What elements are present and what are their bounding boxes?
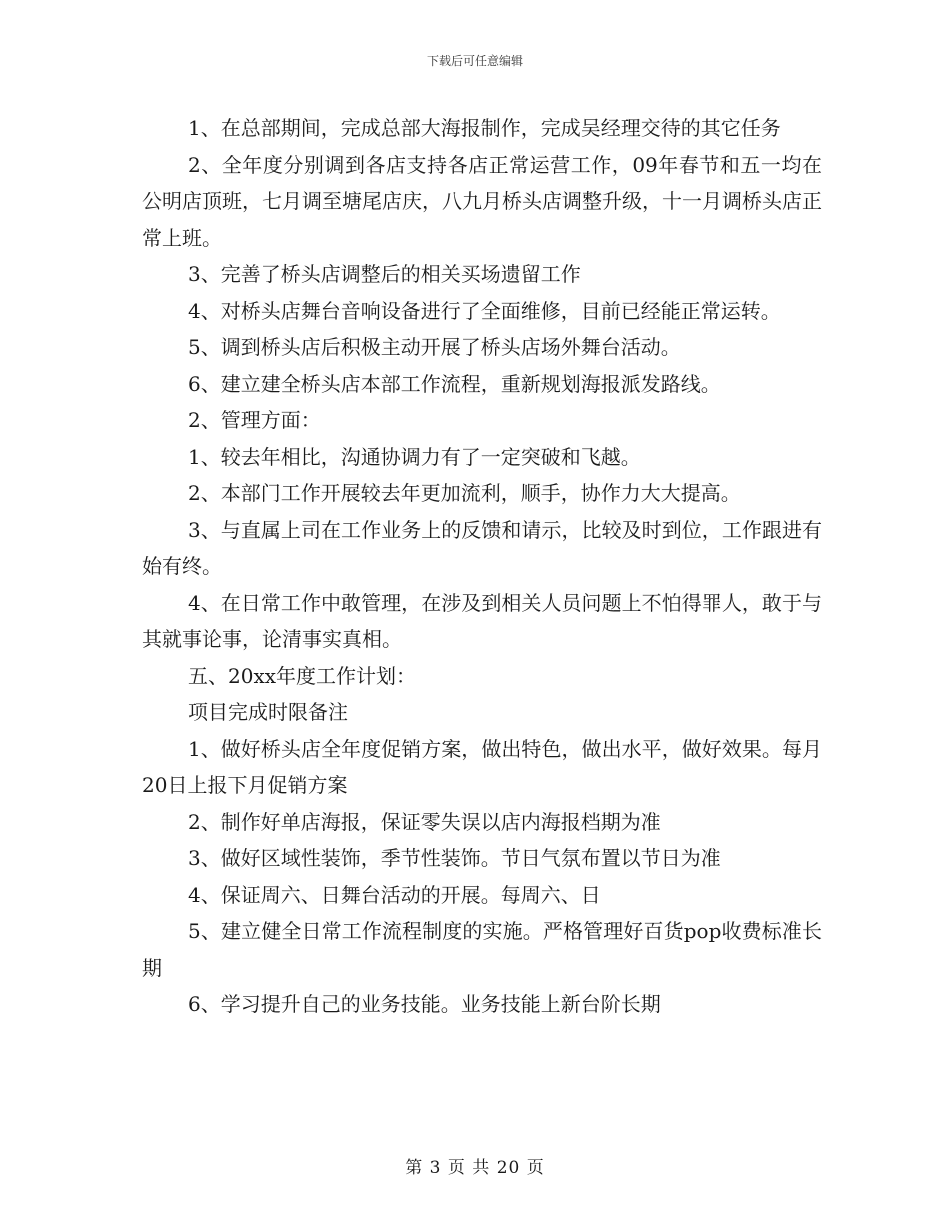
paragraph: 2、全年度分别调到各店支持各店正常运营工作，09年春节和五一均在公明店顶班，七月调至塘尾店庆，八九月桥头店调整升级，十一月调桥头店正常上班。 — [142, 152, 822, 250]
paragraph: 1、做好桥头店全年度促销方案，做出特色，做出水平，做好效果。每月20日上报下月促销方案 — [142, 736, 822, 797]
paragraph: 3、完善了桥头店调整后的相关买场遗留工作 — [188, 262, 581, 286]
paragraph: 6、学习提升自己的业务技能。业务技能上新台阶长期 — [188, 992, 661, 1016]
paragraph: 3、做好区域性装饰，季节性装饰。节日气氛布置以节日为准 — [188, 846, 721, 870]
paragraph: 6、建立建全桥头店本部工作流程，重新规划海报派发路线。 — [188, 371, 721, 396]
paragraph: 3、与直属上司在工作业务上的反馈和请示，比较及时到位，工作跟进有始有终。 — [142, 517, 822, 578]
table-header-line: 项目完成时限备注 — [188, 700, 348, 724]
paragraph: 4、在日常工作中敢管理，在涉及到相关人员问题上不怕得罪人，敢于与其就事论事，论清事实真相。 — [142, 590, 822, 651]
section-heading: 2、管理方面： — [188, 408, 321, 432]
paragraph: 4、对桥头店舞台音响设备进行了全面维修，目前已经能正常运转。 — [188, 298, 781, 323]
page-footer: 第 3 页 共 20 页 — [405, 1158, 545, 1178]
paragraph: 4、保证周六、日舞台活动的开展。每周六、日 — [188, 882, 601, 907]
paragraph: 5、建立健全日常工作流程制度的实施。严格管理好百货pop收费标准长期 — [142, 919, 822, 980]
paragraph: 1、在总部期间，完成总部大海报制作，完成吴经理交待的其它任务 — [188, 116, 781, 140]
section-heading: 五、20xx年度工作计划： — [188, 663, 417, 688]
paragraph: 1、较去年相比，沟通协调力有了一定突破和飞越。 — [188, 444, 641, 469]
paragraph: 2、本部门工作开展较去年更加流利，顺手，协作力大大提高。 — [188, 481, 741, 505]
page-header: 下载后可任意编辑 — [426, 54, 523, 68]
paragraph: 5、调到桥头店后积极主动开展了桥头店场外舞台活动。 — [188, 335, 681, 359]
document-body — [142, 110, 822, 1023]
paragraph: 2、制作好单店海报，保证零失误以店内海报档期为准 — [188, 809, 661, 834]
